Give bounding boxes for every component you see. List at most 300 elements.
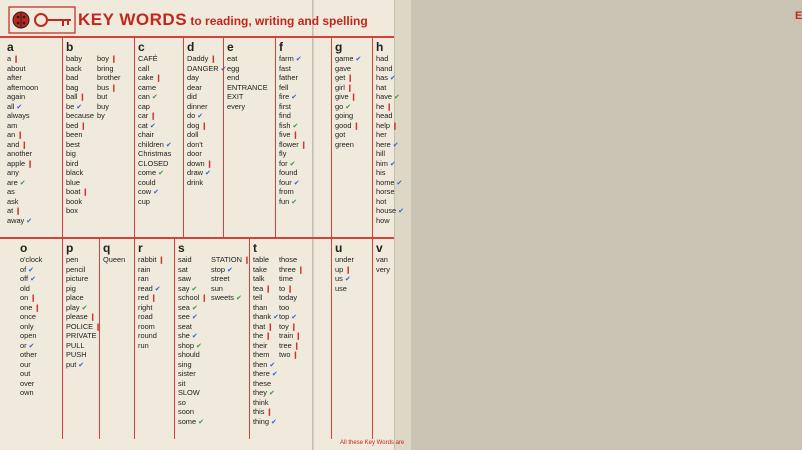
key-word-text: other [20, 350, 37, 359]
key-word-text: train [279, 331, 294, 340]
word-list [7, 54, 38, 225]
red-tick-mark-icon: ❙ [292, 132, 299, 139]
key-word-text: then [253, 359, 268, 369]
red-tick-mark-icon: ❙ [210, 56, 217, 63]
key-word-text: father [279, 73, 298, 82]
key-word-text: all [7, 101, 15, 111]
key-word [187, 102, 227, 112]
key-word-text: pen [66, 255, 79, 264]
key-word-text: here [376, 139, 391, 149]
key-word-text: are [7, 177, 18, 187]
key-word [376, 178, 404, 188]
key-word-text: head [376, 111, 393, 120]
key-word [253, 388, 279, 398]
green-tick-mark-icon: ✔ [191, 285, 198, 293]
word-list [138, 255, 164, 350]
key-word-text: buy [97, 101, 109, 111]
key-word [178, 407, 207, 417]
word-list [187, 54, 227, 187]
key-word [138, 140, 172, 150]
key-word [279, 64, 307, 74]
word-list [178, 255, 207, 426]
title-key-words: KEY WORDS [78, 10, 188, 29]
key-word [376, 73, 404, 83]
word-list [376, 54, 404, 225]
key-word-text: POLICE [66, 321, 94, 331]
red-tick-mark-icon: ❙ [82, 189, 89, 196]
key-word-text: green [335, 139, 354, 149]
key-word [7, 102, 38, 112]
key-word-text: say [178, 283, 190, 293]
blue-tick-mark-icon: ✔ [28, 266, 35, 274]
key-word-text: any [7, 168, 19, 177]
column-letter: v [376, 241, 383, 255]
key-word [20, 341, 42, 351]
key-word-text: car [138, 111, 149, 120]
key-word-text: fly [279, 149, 287, 158]
column-letter: h [376, 40, 384, 54]
divider [134, 239, 135, 439]
key-word [253, 350, 279, 360]
blue-tick-mark-icon: ✔ [191, 333, 198, 340]
key-word-text: as [7, 187, 15, 196]
key-word-text: under [335, 255, 354, 264]
key-word-text: fish [279, 120, 291, 130]
column-letter: o [20, 241, 28, 255]
key-word [335, 265, 354, 275]
key-word-text: after [7, 73, 22, 82]
red-tick-mark-icon: ❙ [350, 94, 357, 101]
key-word [66, 140, 94, 150]
key-word [376, 54, 404, 64]
divider [372, 239, 373, 439]
key-word [138, 73, 172, 83]
key-word-text: doll [187, 130, 199, 139]
key-word-text: o'clock [20, 255, 43, 264]
key-word [138, 197, 172, 207]
word-column-v [376, 241, 390, 274]
key-word-text: run [138, 340, 149, 350]
key-word-text: play [66, 302, 80, 312]
green-tick-mark-icon: ✔ [19, 179, 26, 187]
key-word [376, 149, 404, 159]
key-word-text: soon [178, 407, 195, 416]
word-column-d [187, 40, 227, 187]
key-word-text: about [7, 63, 26, 73]
key-word [253, 293, 279, 303]
key-word [376, 187, 404, 197]
blue-tick-mark-icon: ✔ [76, 103, 83, 111]
key-word [138, 111, 172, 121]
key-word-text: at [7, 206, 14, 215]
key-word-text: to [279, 283, 286, 293]
key-word-text: SLOW [178, 388, 200, 397]
key-word-text: she [178, 331, 190, 340]
key-word-text: this [253, 407, 265, 416]
key-word [253, 303, 279, 313]
key-word [335, 54, 361, 64]
key-word [97, 92, 120, 102]
green-tick-mark-icon: ✔ [345, 103, 352, 111]
key-word [138, 83, 172, 93]
key-word [279, 341, 304, 351]
key-word [335, 130, 361, 140]
key-word-text: today [279, 293, 298, 302]
word-column-cont [211, 241, 250, 303]
key-word [66, 102, 94, 112]
key-word-text: going [335, 111, 354, 120]
word-list [20, 255, 42, 398]
key-word-text: horse [376, 187, 395, 196]
red-tick-mark-icon: ❙ [80, 122, 87, 130]
key-word [66, 293, 101, 303]
key-word [279, 83, 307, 93]
key-word-text: an [7, 130, 16, 139]
key-word [279, 92, 307, 102]
key-word-text: got [335, 130, 346, 139]
key-word [103, 255, 125, 265]
key-word [66, 73, 94, 83]
blue-tick-mark-icon: ✔ [205, 170, 211, 177]
green-tick-mark-icon: ✔ [198, 418, 204, 426]
green-tick-mark-icon: ✔ [289, 160, 296, 168]
key-word-text: very [376, 264, 390, 274]
key-word [97, 54, 120, 64]
key-word [376, 168, 404, 178]
key-word [279, 111, 307, 121]
key-word [376, 83, 404, 93]
key-word-text: always [7, 111, 30, 120]
blue-tick-mark-icon: ✔ [398, 208, 405, 215]
word-column-r [138, 241, 164, 350]
blue-tick-mark-icon: ✔ [295, 56, 302, 63]
key-word-text: home [376, 177, 395, 187]
column-letter: u [335, 241, 343, 255]
key-word-text: red [138, 293, 149, 302]
column-letter: t [253, 241, 257, 255]
key-word [138, 64, 172, 74]
column-letter [211, 241, 250, 255]
key-word [279, 274, 304, 284]
key-word [279, 140, 307, 150]
divider [331, 239, 332, 439]
key-word [253, 331, 279, 341]
key-word [66, 274, 101, 284]
key-word [7, 197, 38, 207]
red-tick-mark-icon: ❙ [15, 208, 22, 215]
word-column-cont [279, 241, 304, 360]
key-word-text: bus [97, 82, 109, 92]
key-word-text: hot [376, 196, 387, 206]
key-word [138, 293, 164, 303]
key-word [187, 168, 227, 178]
key-word [187, 149, 227, 159]
word-column-p [66, 241, 101, 369]
key-word-text: big [66, 149, 76, 158]
key-word [20, 331, 42, 341]
key-word [20, 379, 42, 389]
key-word-text: dear [187, 82, 202, 92]
key-word-text: once [20, 312, 37, 321]
title-subtitle: to reading, writing and spelling [187, 14, 368, 28]
red-tick-mark-icon: ❙ [30, 295, 37, 302]
key-word-text: cake [138, 73, 154, 82]
key-word [138, 149, 172, 159]
word-column-o [20, 241, 42, 398]
key-word [253, 274, 279, 284]
key-word [187, 83, 227, 93]
key-word [138, 303, 164, 313]
key-word [178, 274, 207, 284]
key-word [66, 341, 101, 351]
key-word-text: be [66, 101, 75, 111]
key-word [279, 168, 307, 178]
key-word-text: girl [335, 82, 345, 92]
blue-tick-mark-icon: ✔ [165, 141, 172, 149]
key-word-text: out [20, 369, 31, 378]
key-word-text: old [20, 283, 30, 293]
key-word-text: fire [279, 92, 290, 101]
word-list [97, 54, 120, 121]
red-tick-mark-icon: ❙ [267, 323, 274, 331]
key-word-text: book [66, 196, 83, 206]
key-word-text: bag [66, 82, 79, 92]
red-tick-mark-icon: ❙ [150, 295, 157, 302]
key-word [138, 54, 172, 64]
key-word-text: every [227, 101, 246, 111]
word-list [279, 54, 307, 206]
blue-tick-mark-icon: ✔ [293, 179, 300, 187]
red-tick-mark-icon: ❙ [95, 323, 101, 331]
page-fold-line [312, 0, 315, 450]
key-word-text: place [66, 293, 84, 302]
key-word-text: pig [66, 283, 76, 293]
key-word [178, 379, 207, 389]
key-word-text: boy [97, 54, 109, 63]
key-word-text: eat [227, 54, 238, 63]
red-tick-mark-icon: ❙ [297, 266, 304, 274]
key-word [376, 111, 404, 121]
key-word-text: bird [66, 158, 79, 168]
key-word [178, 312, 207, 322]
key-word [376, 64, 404, 74]
key-word-text: am [7, 120, 18, 130]
key-word-text: down [187, 158, 205, 168]
key-word [97, 64, 120, 74]
key-word-text: and [7, 139, 20, 149]
key-word [138, 274, 164, 284]
word-column-b [66, 40, 94, 216]
blue-tick-mark-icon: ✔ [392, 141, 399, 149]
key-word-text: but [97, 92, 108, 101]
word-list [335, 255, 354, 293]
word-list [227, 54, 268, 111]
key-word-text: their [253, 340, 268, 350]
key-word [279, 303, 304, 313]
key-word [376, 255, 390, 265]
blue-tick-mark-icon: ✔ [191, 314, 198, 321]
red-tick-mark-icon: ❙ [265, 333, 272, 340]
key-word-text: seat [178, 321, 192, 331]
word-column-f [279, 40, 307, 206]
blue-tick-mark-icon: ✔ [30, 276, 36, 283]
key-word-text: cap [138, 101, 150, 111]
column-letter: c [138, 40, 145, 54]
key-word [376, 140, 404, 150]
red-tick-mark-icon: ❙ [201, 122, 208, 130]
key-word [20, 293, 42, 303]
key-word [227, 83, 268, 93]
key-word-text: found [279, 168, 298, 177]
key-word-text: best [66, 139, 80, 149]
key-word-text: hand [376, 63, 393, 73]
key-word-text: cat [138, 120, 148, 130]
key-word-text: draw [187, 168, 204, 177]
key-word [279, 265, 304, 275]
key-word [279, 255, 304, 265]
red-tick-mark-icon: ❙ [89, 314, 96, 321]
key-word-text: have [376, 92, 393, 101]
key-word-text: first [279, 101, 291, 111]
key-word-text: has [376, 73, 388, 82]
key-word [335, 92, 361, 102]
key-word [279, 149, 307, 159]
key-word [211, 284, 250, 294]
key-word-text: van [376, 255, 388, 264]
key-word-text: our [20, 359, 31, 369]
blue-tick-mark-icon: ✔ [16, 103, 23, 111]
red-tick-mark-icon: ❙ [158, 257, 165, 264]
key-word [178, 360, 207, 370]
blue-tick-mark-icon: ✔ [271, 418, 277, 426]
key-word [138, 331, 164, 341]
key-word-text: fast [279, 63, 291, 73]
key-word-text: dog [187, 120, 200, 130]
key-word [211, 293, 250, 303]
key-word-text: school [178, 293, 200, 302]
divider [134, 38, 135, 237]
key-word [227, 102, 268, 112]
key-word-text: thank [253, 312, 272, 321]
word-list [376, 255, 390, 274]
key-word-text: call [138, 63, 150, 73]
key-word-text: afternoon [7, 82, 39, 92]
key-word [66, 197, 94, 207]
top-rule [0, 36, 394, 38]
key-word-text: street [211, 274, 230, 283]
key-word [7, 168, 38, 178]
key-word-text: brother [97, 73, 121, 82]
red-tick-mark-icon: ❙ [110, 56, 117, 63]
key-word [66, 360, 101, 370]
key-word [253, 255, 279, 265]
key-word-text: good [335, 120, 352, 130]
column-letter: s [178, 241, 185, 255]
key-word [376, 102, 404, 112]
key-word [7, 121, 38, 131]
key-word [7, 140, 38, 150]
word-list [103, 255, 125, 265]
key-word [253, 398, 279, 408]
key-word [253, 284, 279, 294]
key-word [335, 64, 361, 74]
key-word [66, 159, 94, 169]
key-word-text: chair [138, 130, 155, 139]
green-tick-mark-icon: ✔ [81, 304, 88, 312]
key-word-text: round [138, 331, 157, 340]
red-tick-mark-icon: ❙ [386, 103, 393, 111]
red-tick-mark-icon: ❙ [345, 266, 352, 274]
key-word [97, 73, 120, 83]
key-word-text: off [20, 274, 29, 283]
key-word [211, 255, 250, 265]
column-letter: a [7, 40, 14, 54]
blue-tick-mark-icon: ✔ [26, 217, 33, 225]
red-tick-mark-icon: ❙ [265, 285, 272, 293]
key-word [253, 360, 279, 370]
key-word-text: Christmas [138, 149, 172, 158]
key-word [187, 121, 227, 131]
key-word-text: on [20, 293, 29, 302]
key-word-text: from [279, 187, 294, 196]
key-word [187, 130, 227, 140]
column-letter: q [103, 241, 111, 255]
middle-rule [0, 237, 394, 239]
word-list [211, 255, 250, 303]
key-word-text: there [253, 369, 270, 378]
key-word-text: give [335, 92, 349, 101]
key-word-text: one [20, 302, 33, 312]
key-word [279, 73, 307, 83]
key-word-text: don't [187, 139, 203, 149]
key-word-text: open [20, 331, 37, 340]
green-tick-mark-icon: ✔ [292, 122, 299, 130]
key-word-text: sit [178, 378, 186, 388]
key-word-text: they [253, 388, 267, 397]
key-word [66, 331, 101, 341]
key-word [7, 216, 38, 226]
key-word [253, 265, 279, 275]
key-word-text: own [20, 388, 34, 397]
key-word [335, 111, 361, 121]
word-column-s [178, 241, 207, 426]
divider [62, 239, 63, 439]
key-word [66, 92, 94, 102]
key-word [187, 140, 227, 150]
key-word-text: been [66, 130, 83, 139]
key-word-text: should [178, 350, 200, 359]
key-word-text: bed [66, 120, 79, 130]
key-word-text: hat [376, 82, 387, 92]
key-word [279, 331, 304, 341]
key-word [20, 312, 42, 322]
key-word-text: had [376, 54, 389, 63]
key-word [376, 197, 404, 207]
key-word [7, 178, 38, 188]
green-tick-mark-icon: ✔ [268, 390, 275, 397]
word-list [253, 255, 279, 426]
key-word [7, 206, 38, 216]
key-word-text: tea [253, 283, 264, 293]
key-word-text: get [335, 73, 346, 82]
key-word-text: end [227, 73, 240, 82]
key-word-text: ball [66, 92, 78, 101]
key-word [66, 168, 94, 178]
key-word-text: time [279, 274, 293, 283]
blue-tick-mark-icon: ✔ [273, 314, 279, 321]
divider [372, 38, 373, 237]
column-letter: e [227, 40, 234, 54]
